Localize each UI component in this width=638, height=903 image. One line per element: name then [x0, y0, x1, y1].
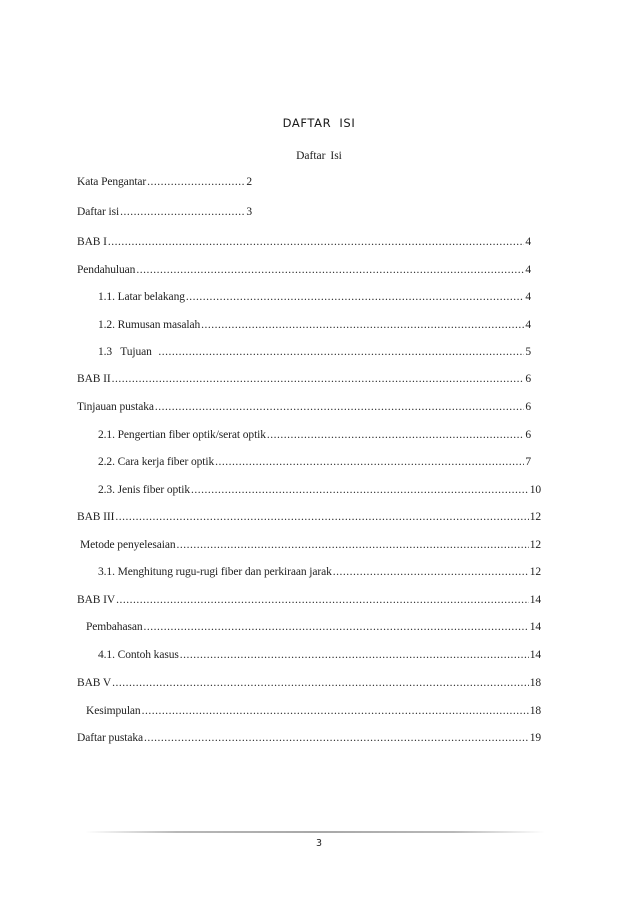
toc-label: 3.1. Menghitung rugu-rugi fiber dan perkiraan jarak — [98, 566, 332, 578]
toc-page-number: 18 — [529, 705, 541, 717]
toc-leader-dots — [333, 565, 529, 579]
toc-entry-1-2[interactable] — [98, 318, 531, 332]
page-subheading: Daftar Isi — [296, 150, 342, 162]
toc-leader-dots — [136, 263, 524, 277]
toc-label: BAB III — [77, 511, 115, 523]
toc-leader-dots — [144, 731, 529, 745]
toc-page-number: 4 — [525, 319, 531, 331]
toc-page-number: 19 — [529, 732, 541, 744]
toc-leader-dots — [158, 345, 524, 359]
toc-label: 2.3. Jenis fiber optik — [98, 484, 191, 496]
toc-page-number: 2 — [246, 176, 252, 188]
toc-page-number: 5 — [525, 346, 531, 358]
toc-leader-dots — [147, 175, 245, 189]
toc-label: 4.1. Contoh kasus — [98, 649, 179, 661]
toc-label: Pendahuluan — [77, 264, 136, 276]
toc-entry-2-1[interactable] — [98, 428, 531, 442]
toc-page-number: 10 — [529, 484, 541, 496]
toc-label: BAB IV — [77, 594, 116, 606]
toc-leader-dots — [155, 400, 524, 414]
toc-label: 1.1. Latar belakang — [98, 291, 185, 303]
toc-page-number: 14 — [529, 594, 541, 606]
toc-label: BAB II — [77, 373, 111, 385]
toc-page-number: 14 — [529, 649, 541, 661]
toc-entry-bab-4[interactable] — [77, 593, 541, 607]
toc-page-number: 3 — [246, 206, 252, 218]
toc-page-number: 7 — [525, 456, 531, 468]
toc-label: 1.3 Tujuan — [98, 346, 158, 358]
toc-entry-bab-5[interactable] — [77, 676, 541, 690]
toc-label: Daftar isi — [77, 206, 120, 218]
toc-page-number: 18 — [529, 677, 541, 689]
toc-leader-dots — [142, 704, 529, 718]
toc-label: 1.2. Rumusan masalah — [98, 319, 201, 331]
toc-label: BAB V — [77, 677, 112, 689]
toc-leader-dots — [201, 318, 524, 332]
toc-page-number: 12 — [529, 566, 541, 578]
toc-leader-dots — [186, 290, 524, 304]
toc-leader-dots — [120, 205, 245, 219]
toc-leader-dots — [112, 372, 525, 386]
toc-entry-daftar-isi[interactable] — [77, 205, 252, 219]
toc-entry-3-1[interactable] — [98, 565, 541, 579]
toc-page-number: 6 — [525, 373, 531, 385]
toc-entry-kesimpulan[interactable] — [86, 704, 541, 718]
toc-leader-dots — [116, 593, 529, 607]
toc-entry-kata-pengantar[interactable] — [77, 175, 252, 189]
toc-entry-metode-penyelesaian[interactable] — [80, 538, 541, 552]
toc-page-number: 4 — [525, 236, 531, 248]
toc-label: Kesimpulan — [86, 705, 141, 717]
toc-entry-tinjauan-pustaka[interactable] — [77, 400, 531, 414]
toc-entry-bab-1[interactable] — [77, 235, 531, 249]
toc-leader-dots — [177, 538, 529, 552]
toc-page-number: 12 — [529, 511, 541, 523]
toc-entry-2-2[interactable] — [98, 455, 531, 469]
toc-leader-dots — [112, 676, 529, 690]
toc-label: Pembahasan — [86, 621, 143, 633]
toc-entry-daftar-pustaka[interactable] — [77, 731, 541, 745]
toc-leader-dots — [143, 620, 528, 634]
toc-entry-1-1[interactable] — [98, 290, 531, 304]
toc-label: Kata Pengantar — [77, 176, 147, 188]
toc-leader-dots — [215, 455, 524, 469]
page-heading: DAFTAR ISI — [282, 116, 356, 130]
toc-label: 2.2. Cara kerja fiber optik — [98, 456, 215, 468]
toc-label: Tinjauan pustaka — [77, 401, 154, 413]
toc-leader-dots — [115, 510, 528, 524]
toc-entry-4-1[interactable] — [98, 648, 541, 662]
footer-page-number: 3 — [315, 838, 323, 849]
toc-leader-dots — [180, 648, 529, 662]
toc-entry-1-3[interactable] — [98, 345, 531, 359]
toc-page-number: 6 — [525, 429, 531, 441]
toc-entry-bab-2[interactable] — [77, 372, 531, 386]
toc-entry-2-3[interactable] — [98, 483, 541, 497]
toc-label: 2.1. Pengertian fiber optik/serat optik — [98, 429, 266, 441]
toc-page-number: 12 — [529, 539, 541, 551]
toc-entry-pembahasan[interactable] — [86, 620, 541, 634]
toc-page-number: 6 — [525, 401, 531, 413]
toc-leader-dots — [267, 428, 524, 442]
toc-leader-dots — [191, 483, 529, 497]
toc-entry-bab-3[interactable] — [77, 510, 541, 524]
toc-label: Daftar pustaka — [77, 732, 143, 744]
toc-entry-pendahuluan[interactable] — [77, 263, 531, 277]
footer-divider — [85, 831, 545, 833]
toc-page-number: 4 — [525, 264, 531, 276]
toc-page-number: 14 — [529, 621, 541, 633]
toc-label: Metode penyelesaian — [80, 539, 176, 551]
toc-leader-dots — [108, 235, 524, 249]
toc-page-number: 4 — [525, 291, 531, 303]
toc-label: BAB I — [77, 236, 107, 248]
